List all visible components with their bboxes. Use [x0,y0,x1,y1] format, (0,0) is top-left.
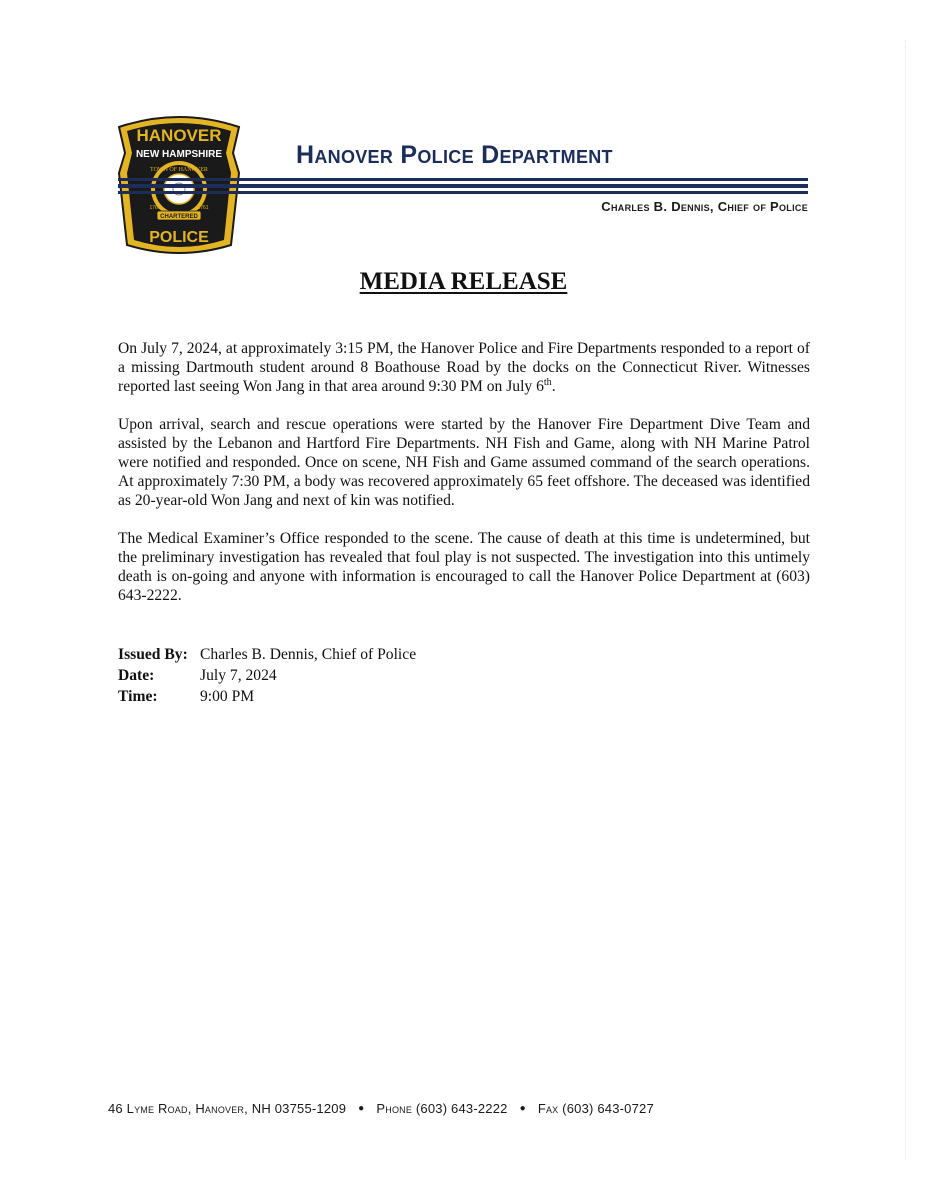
issued-block [118,644,416,707]
badge-year-left: 1761 [149,205,161,211]
chief-line: Charles B. Dennis, Chief of Police [601,199,808,214]
badge-chartered-text: CHARTERED [160,214,198,220]
date-label: Date: [118,667,155,684]
paragraph-1-text: On July 7, 2024, at approximately 3:15 PM, the Hanover Police and Fire Departments responded to a report of a missing Dartmouth student around 8 Boathouse Road by the docks on the Connecticut River. Witnesses reported last seeing Won Jang in that area around 9:30 PM on July 6 [118,340,810,395]
badge-year-right: 1761 [197,205,209,211]
paragraph-1-end: . [551,378,556,395]
badge-bottom-text: POLICE [149,229,209,246]
department-title: Hanover Police Department [296,141,613,169]
header-rule-1 [118,178,808,181]
paragraph-2: Upon arrival, search and rescue operations were started by the Hanover Fire Department Dive Team and assisted by the Lebanon and Hartford Fire Departments. NH Fish and Game, along with NH Marine Patrol were notified and responded. Once on scene, NH Fish and Game assumed command of the search operations. At approximately 7:30 PM, a body was recovered approximately 65 feet offshore. The deceased was identified as 20-year-old Won Jang and next of kin was notified. [118,416,810,509]
time-value: 9:00 PM [200,688,255,705]
badge-top-text: HANOVER [136,126,222,145]
footer-address: 46 Lyme Road, Hanover, NH 03755-1209 [108,1101,347,1116]
footer-bullet-icon: ● [358,1103,365,1114]
footer [108,1101,808,1116]
badge-state-text: NEW HAMPSHIRE [135,149,223,160]
footer-fax: Fax (603) 643-0727 [537,1101,654,1116]
paragraph-1-superscript: th [543,376,552,388]
header-rule-3 [118,191,808,194]
date-value: July 7, 2024 [200,667,277,684]
badge-seal-text: TOWN OF HANOVER [150,167,208,173]
issued-by-value: Charles B. Dennis, Chief of Police [200,646,417,663]
page-edge [905,40,907,1160]
time-label: Time: [118,688,158,705]
release-body [118,339,810,624]
footer-bullet-icon: ● [519,1103,526,1114]
date-row [118,665,416,686]
time-row [118,686,416,707]
paragraph-1 [118,339,810,396]
issued-by-label: Issued By: [118,646,188,663]
issued-by-row [118,644,416,665]
media-release-heading: MEDIA RELEASE [359,268,568,295]
paragraph-3: The Medical Examiner’s Office responded to the scene. The cause of death at this time is undetermined, but the preliminary investigation has revealed that foul play is not suspected. The investigation into this untimely death is on-going and anyone with information is encouraged to call the Hanover Police Department at (603) 643-2222. [118,530,810,604]
footer-phone: Phone (603) 643-2222 [376,1101,508,1116]
header-rule-2 [118,184,808,188]
